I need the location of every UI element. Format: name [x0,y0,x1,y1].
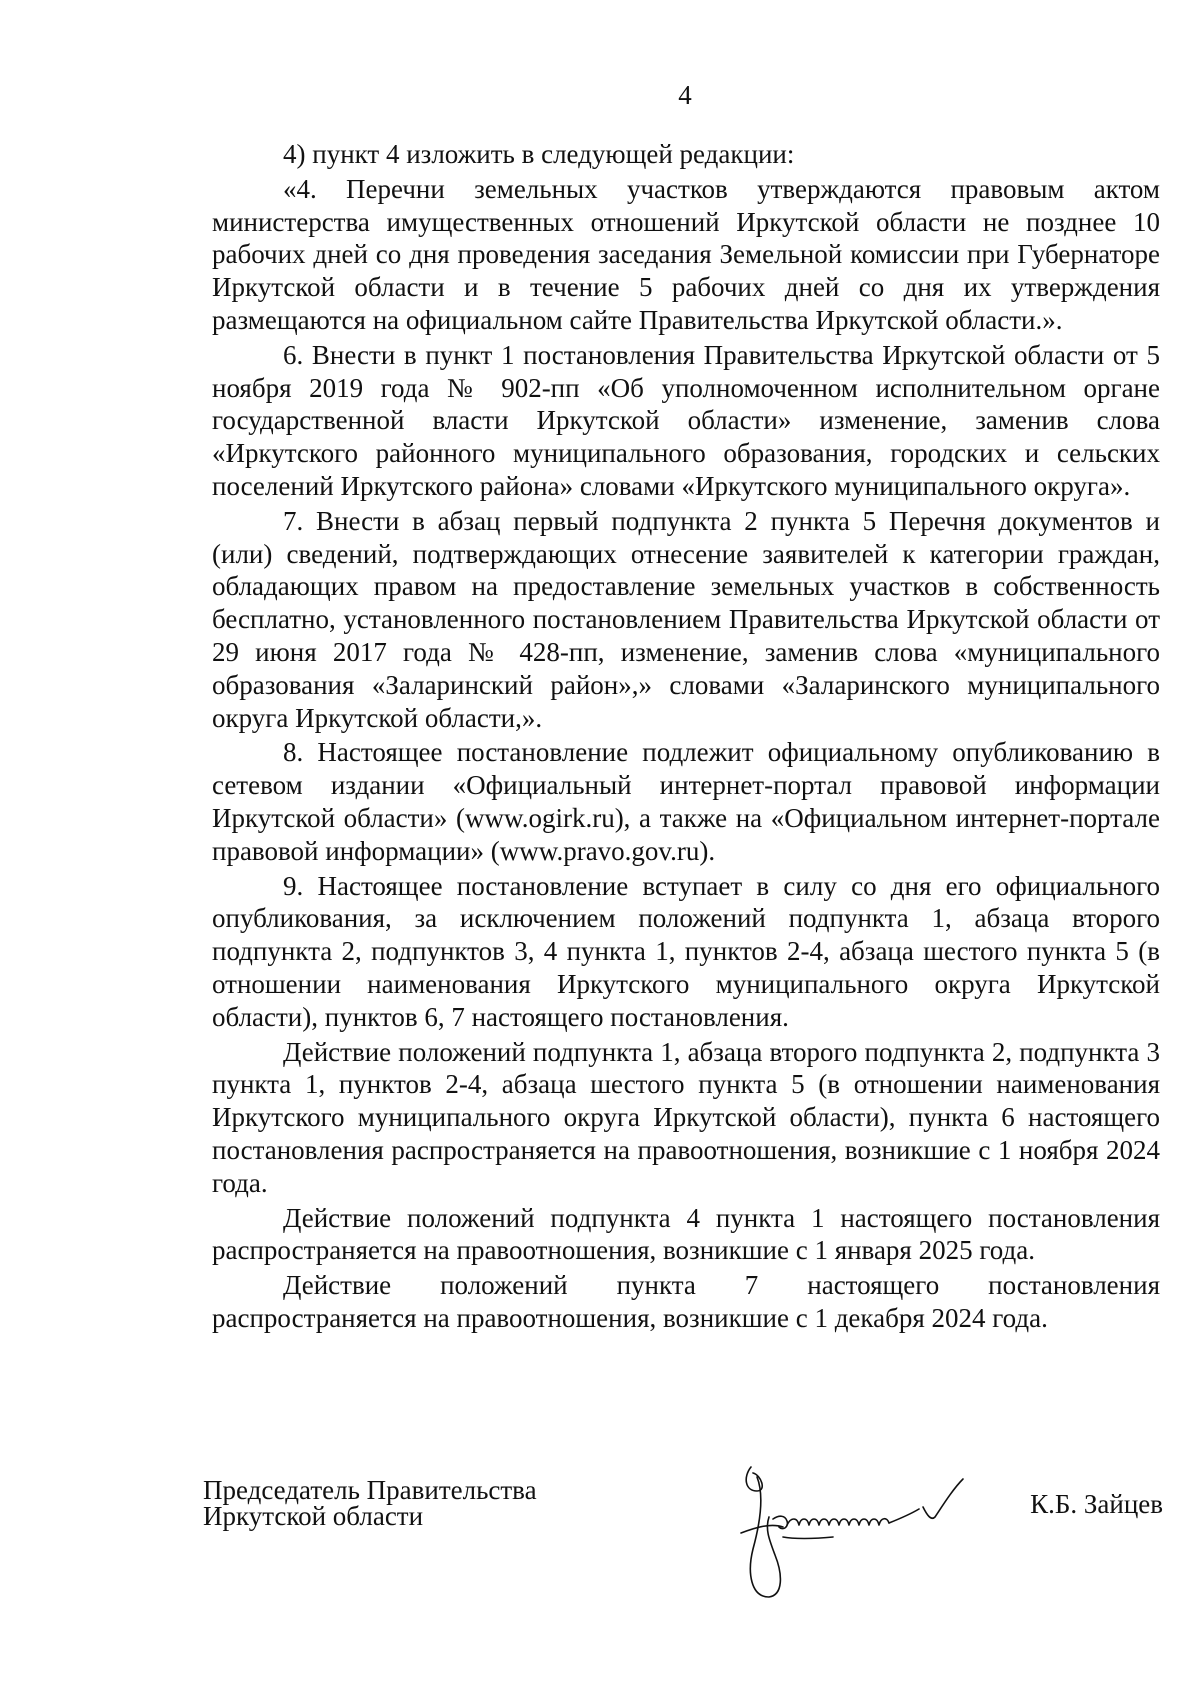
paragraph-item-6: 6. Внести в пункт 1 постановления Правительства Иркутской области от 5 ноября 2019 года № 902-пп «Об уполномоченном исполнительном органе государственной власти Иркутской области» изменение, заменив слова «Иркутского районного муниципального образования, городских и сельских поселений Иркутского района» словами «Иркутского муниципального округа». [212,339,1160,501]
signatory-title-line-2: Иркутской области [203,1501,424,1531]
paragraph-item-9: 9. Настоящее постановление вступает в силу со дня его официального опубликования, за исключением положений подпункта 1, абзаца второго подпункта 2, подпунктов 3, 4 пункта 1, пунктов 2-4, абзаца шестого пункта 5 (в отношении наименования Иркутского муниципального округа Иркутской области), пунктов 6, 7 настоящего постановления. [212,870,1160,1032]
handwritten-signature [723,1457,983,1607]
signatory-title-line-1: Председатель Правительства [203,1475,537,1505]
paragraph-subitem-4: 4) пункт 4 изложить в следующей редакции: [283,139,795,169]
signatory-title [203,1477,537,1529]
signatory-name: К.Б. Зайцев [1030,1489,1163,1519]
paragraph-item-8: 8. Настоящее постановление подлежит официальному опубликованию в сетевом издании «Официальный интернет-портал правовой информации Иркутской области» (www.ogirk.ru), а также на «Официальном интернет-портале правовой информации» (www.pravo.gov.ru). [212,737,1160,866]
paragraph-quoted-item-4: «4. Перечни земельных участков утверждаются правовым актом министерства имущественных отношений Иркутской области не позднее 10 рабочих дней со дня проведения заседания Земельной комиссии при Губернаторе Иркутской области и в течение 5 рабочих дней со дня их утверждения размещаются на официальном сайте Правительства Иркутской области.». [212,173,1160,335]
document-body [212,138,1160,1335]
page-number: 4 [678,80,692,110]
paragraph-effect-2: Действие положений подпункта 4 пункта 1 настоящего постановления распространяется на правоотношения, возникшие с 1 января 2025 года. [212,1202,1160,1266]
signature-block [203,1477,1163,1627]
paragraph-item-7: 7. Внести в абзац первый подпункта 2 пункта 5 Перечня документов и (или) сведений, подтверждающих отнесение заявителей к категории граждан, обладающих правом на предоставление земельных участков в собственность бесплатно, установленного постановлением Правительства Иркутской области от 29 июня 2017 года № 428-пп, изменение, заменив слова «муниципального образования «Заларинский район»,» словами «Заларинского муниципального округа Иркутской области,». [212,505,1160,733]
paragraph-effect-1: Действие положений подпункта 1, абзаца второго подпункта 2, подпункта 3 пункта 1, пунктов 2-4, абзаца шестого пункта 5 (в отношении наименования Иркутского муниципального округа Иркутской области), пункта 6 настоящего постановления распространяется на правоотношения, возникшие с 1 ноября 2024 года. [212,1036,1160,1198]
paragraph-effect-3: Действие положений пункта 7 настоящего постановления распространяется на правоотношения, возникшие с 1 декабря 2024 года. [212,1270,1160,1333]
